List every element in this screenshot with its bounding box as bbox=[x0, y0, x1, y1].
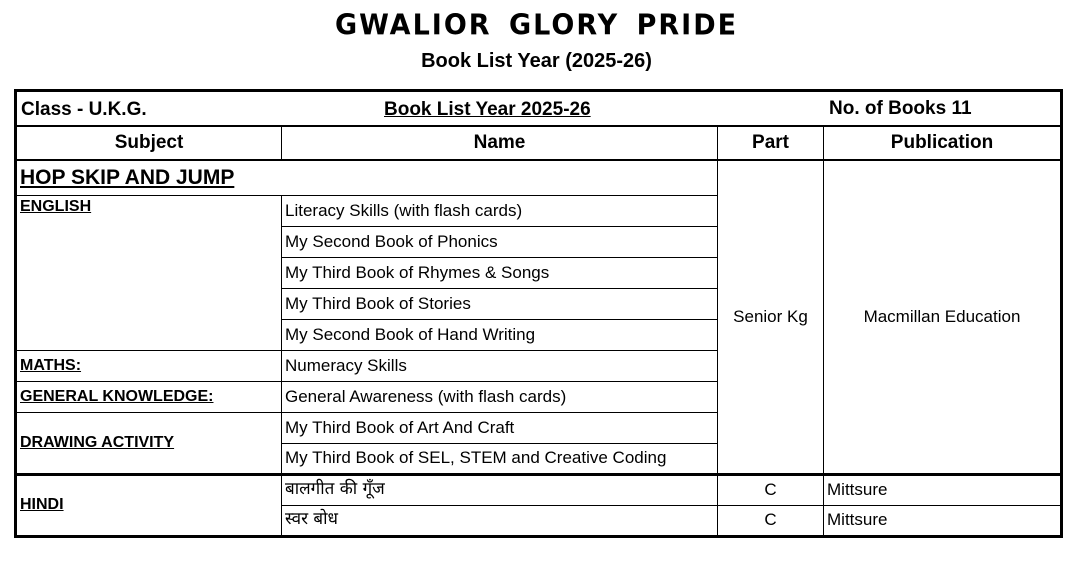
hindi-book-part: C bbox=[718, 474, 824, 505]
header-name: Name bbox=[282, 126, 718, 160]
book-name: Literacy Skills (with flash cards) bbox=[282, 195, 718, 226]
book-count: No. of Books 11 bbox=[829, 98, 972, 119]
book-name: My Third Book of Art And Craft bbox=[282, 412, 718, 443]
subject-maths: MATHS: bbox=[16, 350, 282, 381]
book-name: My Second Book of Phonics bbox=[282, 226, 718, 257]
class-info-row bbox=[16, 91, 1062, 127]
book-name: My Second Book of Hand Writing bbox=[282, 319, 718, 350]
header-subject: Subject bbox=[16, 126, 282, 160]
column-header-row bbox=[16, 126, 1062, 160]
book-name: My Third Book of Stories bbox=[282, 288, 718, 319]
table-row bbox=[16, 474, 1062, 505]
document-subtitle: Book List Year (2025-26) bbox=[421, 50, 652, 72]
group-publication: Macmillan Education bbox=[824, 160, 1062, 474]
book-name: General Awareness (with flash cards) bbox=[282, 381, 718, 412]
book-list-table bbox=[14, 89, 1063, 538]
subject-general-knowledge: GENERAL KNOWLEDGE: bbox=[16, 381, 282, 412]
school-name: GWALIOR GLORY PRIDE bbox=[334, 9, 739, 42]
hindi-book-part: C bbox=[718, 505, 824, 536]
hindi-book-name: बालगीत की गूँज bbox=[282, 474, 718, 505]
hindi-book-name: स्वर बोध bbox=[282, 505, 718, 536]
hindi-book-publication: Mittsure bbox=[824, 474, 1062, 505]
subject-drawing-activity: DRAWING ACTIVITY bbox=[16, 412, 282, 474]
header-part: Part bbox=[718, 126, 824, 160]
subject-english: ENGLISH bbox=[16, 195, 282, 350]
subject-hindi: HINDI bbox=[16, 474, 282, 536]
list-title: Book List Year 2025-26 bbox=[384, 99, 591, 120]
hindi-book-publication: Mittsure bbox=[824, 505, 1062, 536]
header-publication: Publication bbox=[824, 126, 1062, 160]
book-name: My Third Book of Rhymes & Songs bbox=[282, 257, 718, 288]
group-part: Senior Kg bbox=[718, 160, 824, 474]
class-label: Class - U.K.G. bbox=[21, 99, 147, 120]
book-name: My Third Book of SEL, STEM and Creative Coding bbox=[282, 443, 718, 474]
book-name: Numeracy Skills bbox=[282, 350, 718, 381]
series-title: HOP SKIP AND JUMP bbox=[16, 160, 718, 195]
series-row bbox=[16, 160, 1062, 195]
